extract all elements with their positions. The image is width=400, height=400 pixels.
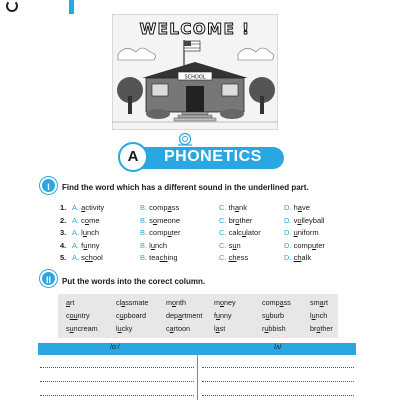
word-bank-item: rubbish	[262, 324, 286, 333]
section-title: PHONETICS	[164, 148, 262, 165]
column-header-long-a: /ɑː/	[110, 344, 120, 351]
option-c: C. chess	[219, 253, 249, 262]
answer-line[interactable]	[202, 367, 354, 368]
option-b: B. computer	[140, 228, 181, 237]
word-bank	[58, 294, 338, 338]
option-d: D. uniform	[284, 228, 319, 237]
answer-line[interactable]	[40, 395, 194, 396]
top-accent-bar	[69, 0, 74, 14]
option-a: A. lunch	[72, 228, 100, 237]
phonetics-header	[118, 140, 288, 176]
word-bank-item: lunch	[310, 311, 328, 320]
word-bank-item: brother	[310, 324, 333, 333]
word-bank-item: cupboard	[116, 311, 146, 320]
answer-table	[38, 343, 356, 400]
question-row	[60, 253, 380, 264]
option-d: D. computer	[284, 240, 325, 250]
option-b: B. someone	[140, 215, 181, 225]
word-bank-item: classmate	[116, 298, 149, 307]
word-bank-item: funny	[214, 311, 232, 320]
word-bank-item: lucky	[116, 324, 133, 333]
word-bank-item: money	[214, 298, 236, 307]
option-d: D. have	[284, 203, 310, 212]
option-d: D. volleyball	[284, 215, 325, 225]
option-b: B. compass	[140, 203, 180, 212]
column-divider	[197, 343, 198, 400]
word-bank-item: cartoon	[166, 324, 190, 333]
question-row	[60, 241, 380, 252]
answer-line[interactable]	[40, 367, 194, 368]
exercise-1-badge: I	[40, 177, 57, 194]
question-number: 2.	[60, 215, 67, 225]
exercise-1-instruction: Find the word which has a different sound in the underlined part.	[62, 183, 309, 192]
option-b: B. teaching	[140, 253, 178, 262]
word-bank-item: suncream	[66, 324, 98, 333]
welcome-school-illustration	[112, 14, 278, 130]
column-header-short-u: /ʌ/	[274, 344, 282, 351]
word-bank-item: month	[166, 298, 186, 307]
welcome-lettering: WELCOME !	[139, 20, 251, 38]
question-row	[60, 203, 380, 214]
word-bank-item: compass	[262, 298, 291, 307]
option-b: B. lunch	[140, 240, 168, 250]
question-number: 1.	[60, 203, 67, 212]
option-c: C. sun	[219, 240, 241, 250]
answer-line[interactable]	[202, 381, 354, 382]
answer-line[interactable]	[40, 381, 194, 382]
snail-icon	[176, 132, 194, 146]
word-bank-item: department	[166, 311, 203, 320]
option-c: C. thank	[219, 203, 247, 212]
option-a: A. school	[72, 253, 103, 262]
question-row	[60, 216, 380, 227]
school-sign-text: SCHOOL	[184, 74, 206, 81]
option-a: A. come	[72, 215, 100, 225]
word-bank-item: suburb	[262, 311, 284, 320]
word-bank-item: last	[214, 324, 226, 333]
question-number: 4.	[60, 240, 67, 250]
answer-line[interactable]	[202, 395, 354, 396]
section-letter-badge: A	[118, 142, 148, 172]
option-c: C. brother	[219, 215, 253, 225]
question-number: 5.	[60, 253, 67, 262]
option-a: A. activity	[72, 203, 105, 212]
question-row	[60, 228, 380, 239]
word-bank-item: smart	[310, 298, 328, 307]
exercise-2-badge: II	[40, 270, 57, 287]
option-c: C. calculator	[219, 228, 261, 237]
question-number: 3.	[60, 228, 67, 237]
corner-ring-icon	[6, 0, 18, 12]
option-d: D. chalk	[284, 253, 312, 262]
word-bank-item: art	[66, 298, 75, 307]
option-a: A. funny	[72, 240, 100, 250]
word-bank-item: country	[66, 311, 90, 320]
exercise-2-instruction: Put the words into the corect column.	[62, 277, 206, 286]
